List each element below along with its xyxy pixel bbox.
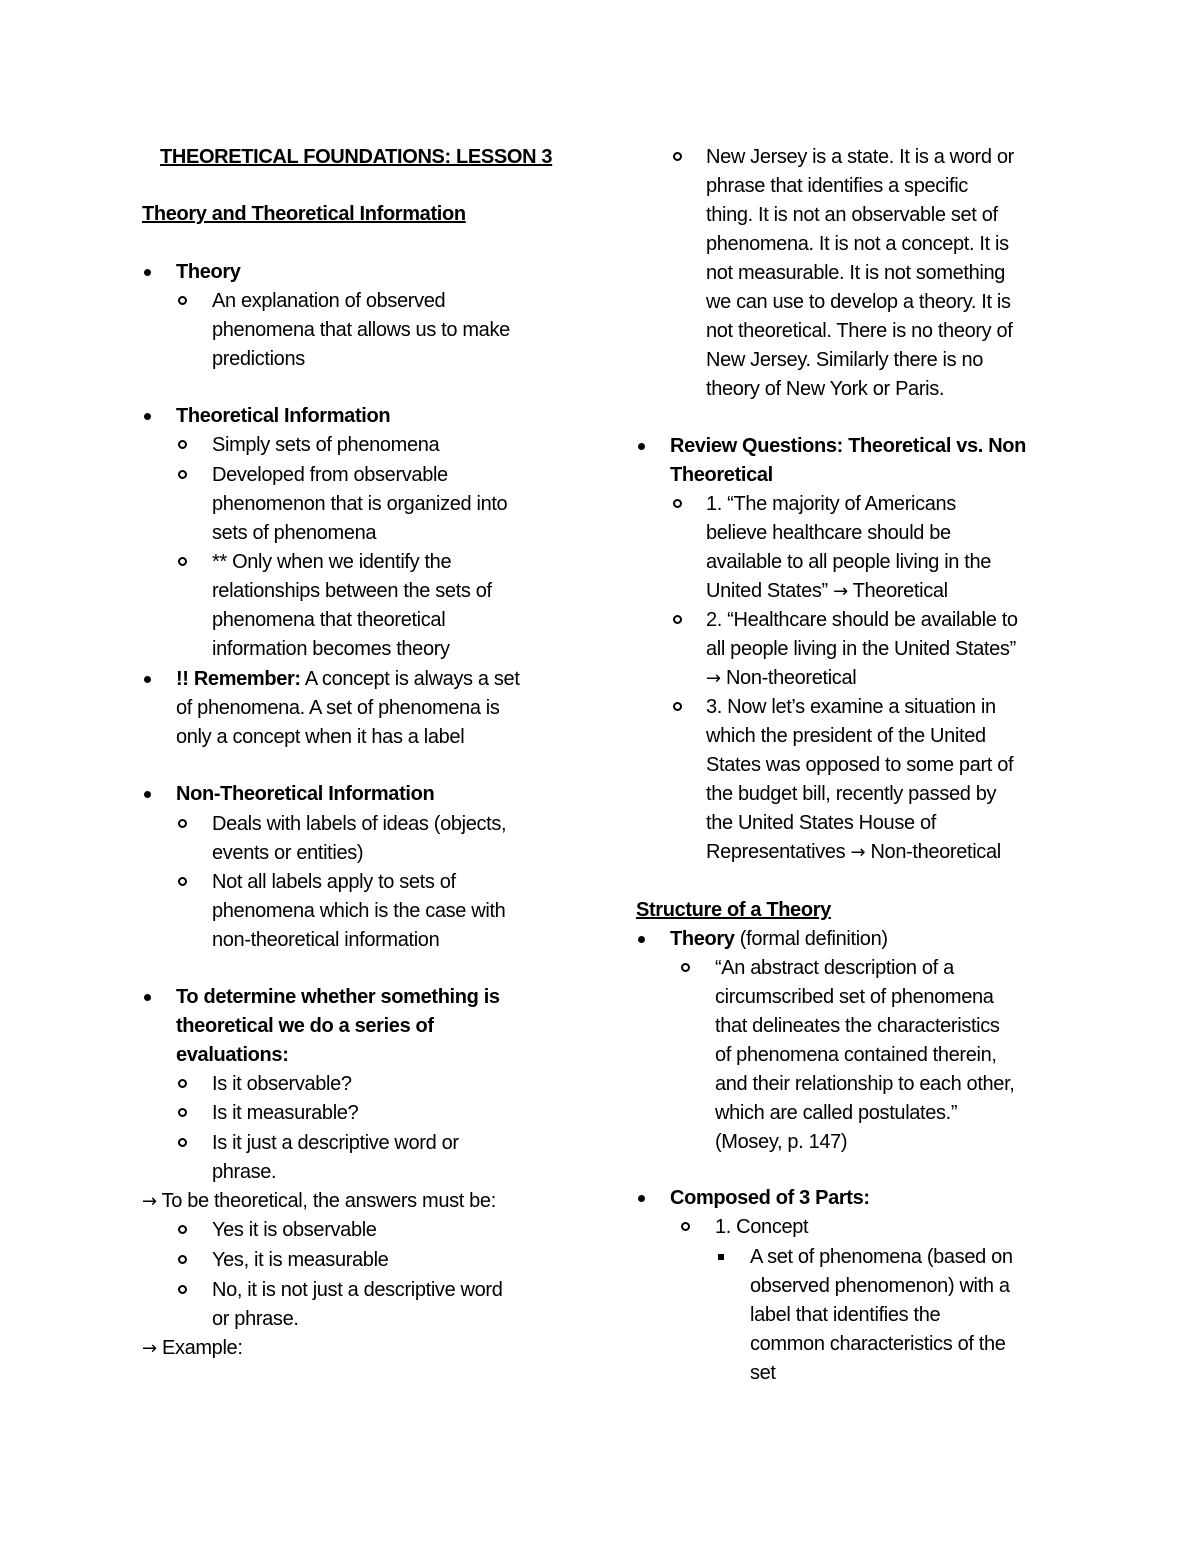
bullet-circle-icon — [178, 470, 187, 479]
text-line: phrase. — [212, 1161, 277, 1183]
answers-intro — [142, 1187, 496, 1216]
text-line: ** Only when we identify the — [212, 551, 452, 573]
text-line: only a concept when it has a label — [176, 726, 465, 748]
text-line: label that identifies the — [750, 1304, 941, 1326]
text-line: Is it observable? — [212, 1073, 352, 1095]
text-line: we can use to develop a theory. It is — [706, 291, 1011, 313]
question-3-last-line — [706, 838, 1001, 867]
text-line: phenomenon that is organized into — [212, 493, 508, 515]
text-line: believe healthcare should be — [706, 522, 951, 544]
text-line: not theoretical. There is no theory of — [706, 320, 1013, 342]
bullet-square-icon — [718, 1254, 724, 1260]
bullet-dot-icon — [144, 269, 151, 276]
text-line: set — [750, 1362, 776, 1384]
question-1-last-line — [706, 577, 948, 606]
text-line: or phrase. — [212, 1308, 299, 1330]
text-line: New Jersey is a state. It is a word or — [706, 146, 1014, 168]
text-line: No, it is not just a descriptive word — [212, 1279, 503, 1301]
text-line: phenomena which is the case with — [212, 900, 506, 922]
text-line: evaluations: — [176, 1044, 289, 1066]
text-line: relationships between the sets of — [212, 580, 492, 602]
text-line: New Jersey. Similarly there is no — [706, 349, 984, 371]
text-line: 3. Now let’s examine a situation in — [706, 696, 996, 718]
text-line: Theoretical — [670, 464, 773, 486]
bullet-circle-icon — [673, 702, 682, 711]
text-line: Simply sets of phenomena — [212, 434, 440, 456]
bullet-circle-icon — [178, 877, 187, 886]
text-line: that delineates the characteristics — [715, 1015, 1000, 1037]
bullet-dot-icon — [144, 791, 151, 798]
text-line: which the president of the United — [706, 725, 986, 747]
text-line: phenomena that theoretical — [212, 609, 446, 631]
text-line: and their relationship to each other, — [715, 1073, 1015, 1095]
bullet-circle-icon — [673, 152, 682, 161]
page-title: THEORETICAL FOUNDATIONS: LESSON 3 — [160, 146, 553, 168]
term-theoretical-information: Theoretical Information — [176, 405, 391, 427]
bullet-circle-icon — [178, 1285, 187, 1294]
text-line: circumscribed set of phenomena — [715, 986, 994, 1008]
bullet-dot-icon — [144, 413, 151, 420]
text-line: phenomena that allows us to make — [212, 319, 510, 341]
arrow-right-icon: → — [142, 1191, 157, 1212]
bullet-circle-icon — [178, 296, 187, 305]
text-line: Yes it is observable — [212, 1219, 377, 1241]
text-line: To determine whether something is — [176, 986, 500, 1008]
bullet-circle-icon — [178, 1225, 187, 1234]
bullet-circle-icon — [178, 440, 187, 449]
text-line: States was opposed to some part of — [706, 754, 1014, 776]
text-line: theoretical we do a series of — [176, 1015, 434, 1037]
arrow-right-icon: → — [850, 842, 866, 863]
text-line: Review Questions: Theoretical vs. Non — [670, 435, 1027, 457]
remember-label: !! Remember: — [176, 668, 301, 690]
text-line: thing. It is not an observable set of — [706, 204, 998, 226]
text-line: Yes, it is measurable — [212, 1249, 389, 1271]
text-line: phrase that identifies a specific — [706, 175, 968, 197]
text-line: United States” — [706, 580, 828, 602]
text-line: all people living in the United States” — [706, 638, 1016, 660]
text-line: available to all people living in the — [706, 551, 992, 573]
text-line: events or entities) — [212, 842, 364, 864]
text-line: “An abstract description of a — [715, 957, 954, 979]
text-line: Not all labels apply to sets of — [212, 871, 456, 893]
text-line: observed phenomenon) with a — [750, 1275, 1010, 1297]
composed-heading: Composed of 3 Parts: — [670, 1187, 870, 1209]
question-2-answer — [706, 664, 856, 693]
theory-definition-heading — [670, 925, 888, 954]
text-line: (formal definition) — [734, 928, 888, 950]
text-line: Example: — [161, 1337, 243, 1359]
text-line: theory of New York or Paris. — [706, 378, 945, 400]
bullet-dot-icon — [144, 994, 151, 1001]
part-concept: 1. Concept — [715, 1216, 809, 1238]
text-line: Developed from observable — [212, 464, 448, 486]
text-line: the United States House of — [706, 812, 936, 834]
text-line: sets of phenomena — [212, 522, 377, 544]
bullet-circle-icon — [681, 1222, 690, 1231]
text-line: non-theoretical information — [212, 929, 440, 951]
text-line: To be theoretical, the answers must be: — [161, 1190, 496, 1212]
text-line: of phenomena. A set of phenomena is — [176, 697, 500, 719]
answer-label: Theoretical — [852, 580, 948, 602]
text-line: 2. “Healthcare should be available to — [706, 609, 1018, 631]
text-line: predictions — [212, 348, 305, 370]
bullet-dot-icon — [638, 1195, 645, 1202]
arrow-right-icon: → — [142, 1338, 157, 1359]
answer-label: Non-theoretical — [870, 841, 1001, 863]
text-line: phenomena. It is not a concept. It is — [706, 233, 1009, 255]
bullet-circle-icon — [673, 499, 682, 508]
text-line: Deals with labels of ideas (objects, — [212, 813, 507, 835]
text-line: 1. “The majority of Americans — [706, 493, 956, 515]
bullet-circle-icon — [178, 557, 187, 566]
text-line: of phenomena contained therein, — [715, 1044, 997, 1066]
bullet-circle-icon — [681, 963, 690, 972]
bullet-circle-icon — [673, 615, 682, 624]
bullet-circle-icon — [178, 1255, 187, 1264]
text-line: An explanation of observed — [212, 290, 446, 312]
arrow-right-icon: → — [706, 668, 721, 689]
text-line: A set of phenomena (based on — [750, 1246, 1013, 1268]
text-line: information becomes theory — [212, 638, 450, 660]
text-line: Representatives — [706, 841, 846, 863]
bullet-dot-icon — [144, 676, 151, 683]
remember-note — [176, 665, 520, 694]
term-theory: Theory — [176, 261, 241, 283]
bullet-circle-icon — [178, 819, 187, 828]
text-line: common characteristics of the — [750, 1333, 1006, 1355]
citation: (Mosey, p. 147) — [715, 1131, 848, 1153]
section-heading-theory: Theory and Theoretical Information — [142, 203, 466, 225]
text-line: Is it just a descriptive word or — [212, 1132, 459, 1154]
bullet-dot-icon — [638, 936, 645, 943]
text-line: not measurable. It is not something — [706, 262, 1006, 284]
bullet-circle-icon — [178, 1079, 187, 1088]
example-label — [142, 1334, 243, 1363]
term-non-theoretical-information: Non-Theoretical Information — [176, 783, 435, 805]
section-heading-structure: Structure of a Theory — [636, 899, 831, 921]
bullet-dot-icon — [638, 443, 645, 450]
text-line: the budget bill, recently passed by — [706, 783, 997, 805]
term-theory: Theory — [670, 928, 735, 950]
arrow-right-icon: → — [833, 581, 848, 602]
text-line: which are called postulates.” — [715, 1102, 958, 1124]
answer-label: Non-theoretical — [725, 667, 857, 689]
text-line: A concept is always a set — [300, 668, 520, 690]
text-line: Is it measurable? — [212, 1102, 359, 1124]
bullet-circle-icon — [178, 1108, 187, 1117]
bullet-circle-icon — [178, 1138, 187, 1147]
